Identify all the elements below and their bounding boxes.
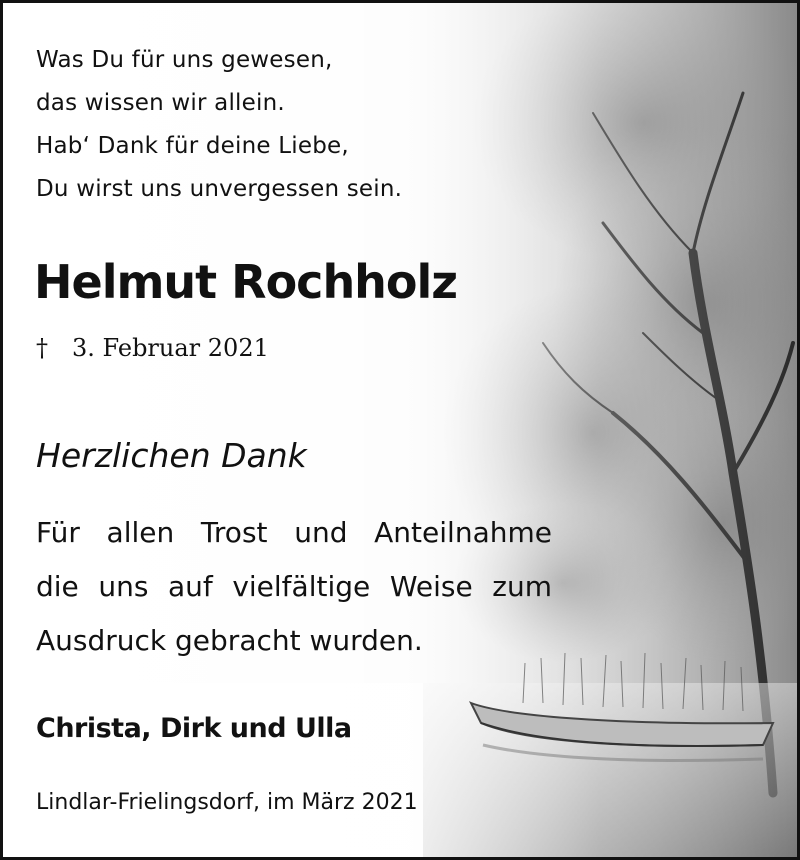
message-word: und (294, 516, 348, 549)
message-word: auf (168, 570, 213, 603)
message-line (36, 506, 552, 560)
poem-line: Du wirst uns unvergessen sein. (36, 176, 403, 202)
poem-line: das wissen wir allein. (36, 90, 285, 116)
message-word: Weise (389, 570, 473, 603)
poem-line: Was Du für uns gewesen, (36, 47, 333, 73)
death-date-line (36, 334, 269, 362)
message-line (36, 614, 556, 668)
message-word: uns (98, 570, 149, 603)
place-date: Lindlar-Frielingsdorf, im März 2021 (36, 790, 418, 815)
cross-icon: † (36, 334, 48, 362)
thanks-message (36, 506, 556, 668)
message-word: Für (36, 516, 80, 549)
obituary-text (3, 3, 797, 857)
message-word: vielfältige (232, 570, 371, 603)
deceased-name: Helmut Rochholz (34, 255, 458, 309)
signatories: Christa, Dirk und Ulla (36, 713, 352, 744)
message-word: allen (106, 516, 175, 549)
message-word: zum (492, 570, 552, 603)
poem-line: Hab‘ Dank für deine Liebe, (36, 133, 349, 159)
thanks-heading: Herzlichen Dank (36, 436, 307, 475)
message-line (36, 560, 552, 614)
message-word: Anteilnahme (374, 516, 552, 549)
message-word: Ausdruck gebracht wurden. (36, 624, 423, 657)
death-date: 3. Februar 2021 (72, 334, 269, 362)
memorial-poem (36, 39, 402, 211)
message-word: die (36, 570, 79, 603)
message-word: Trost (200, 516, 268, 549)
